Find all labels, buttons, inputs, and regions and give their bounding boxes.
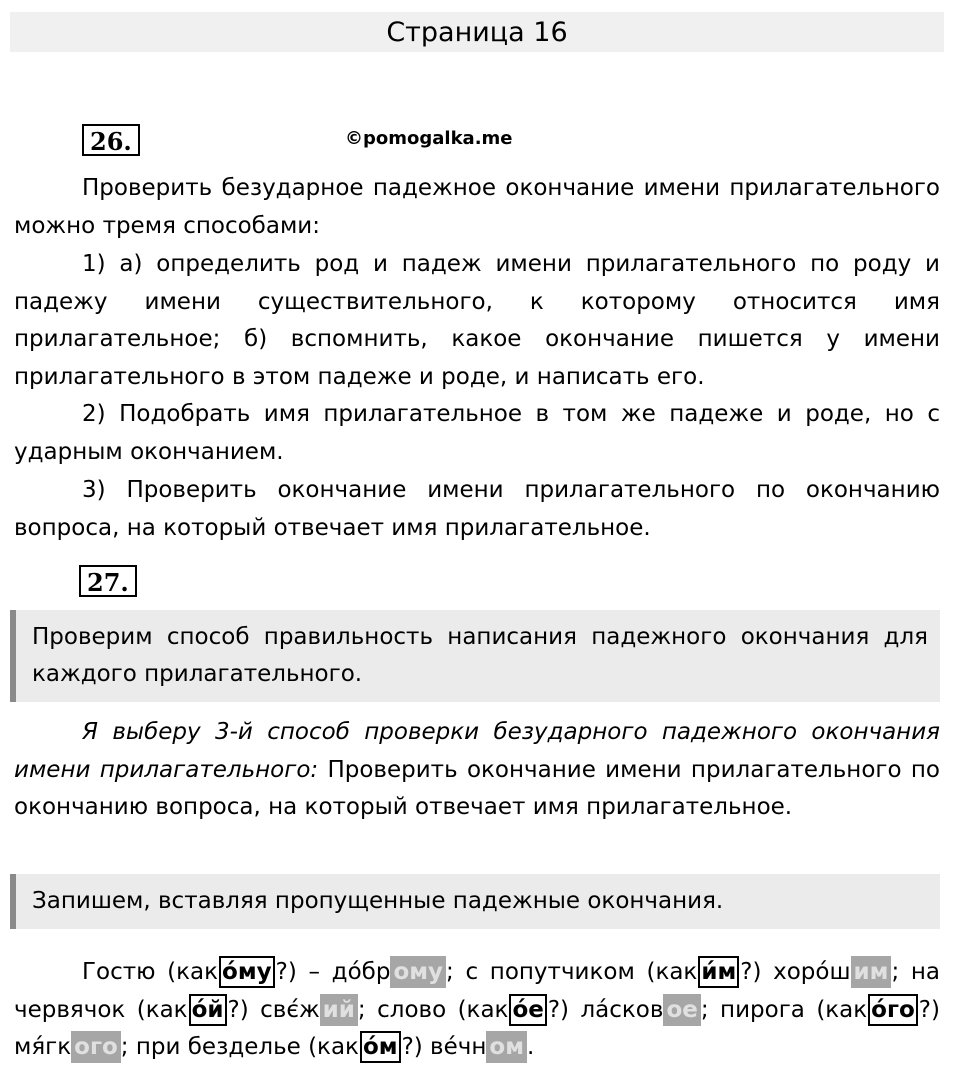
task-number-26: 26. — [82, 124, 140, 156]
page-header — [10, 12, 944, 52]
answer-text: ; на червячок (как — [14, 959, 940, 1023]
question-ending-box: о́м — [360, 1031, 401, 1063]
answer-text: . — [527, 1034, 535, 1061]
answer-text: ; с попутчиком (как — [446, 959, 698, 985]
answer-text: Гостю (как — [82, 959, 219, 985]
question-ending-box: о́й — [189, 994, 227, 1026]
question-ending-box: и́м — [698, 956, 739, 988]
watermark: ©pomogalka.me — [345, 128, 513, 149]
answer-text: ?) ла́сков — [547, 996, 664, 1023]
task26-method-2: 2) Подобрать имя прилагательное в том же падеже и роде, но с ударным окончанием. — [14, 401, 940, 465]
task26-method-3: 3) Проверить окончание имени прилагательного по окончанию вопроса, на который отвечает имя прилагательное. — [14, 477, 940, 541]
task27-choice — [14, 714, 940, 827]
answer-text: ?) – до́бр — [275, 959, 391, 985]
answer-text: ?) хоро́ш — [740, 959, 851, 985]
task26-method-1: 1) а) определить род и падеж имени прилагательного по роду и падежу имени существительного, к которому относится имя прилагательное; б) вспомнить, какое окончание пишется у имени прилагательного в этом падеже и роде, и написать его. — [14, 251, 940, 391]
inserted-ending: им — [851, 956, 892, 988]
answer-text: ?) мя́гк — [14, 996, 940, 1061]
answer-text: ?) свє́ж — [227, 996, 320, 1023]
question-ending-box: о́е — [509, 994, 546, 1026]
answer-text: ; при безделье (как — [120, 1034, 359, 1061]
task27-answer — [14, 954, 940, 1067]
answer-text: ; слово (как — [357, 996, 509, 1023]
question-ending-box: о́му — [219, 956, 275, 988]
note-write-endings: Запишем, вставляя пропущенные падежные окончания. — [10, 874, 940, 929]
page-title: Страница 16 — [386, 16, 568, 48]
inserted-ending: ом — [486, 1031, 527, 1063]
choice-rest: Проверить окончание имени прилагательного по окончанию вопроса, на который отвечает имя прилагательное. — [14, 756, 940, 821]
inserted-ending: ий — [320, 994, 358, 1026]
note-check-method: Проверим способ правильность написания падежного окончания для каждого прилагательного. — [10, 610, 940, 702]
choice-italic: Я выберу 3-й способ проверки безударного падежного окончания имени прилагательного: — [14, 719, 940, 783]
answer-text: ; пирога (как — [700, 996, 868, 1023]
task-number-27: 27. — [79, 565, 137, 597]
inserted-ending: ое — [663, 994, 700, 1026]
inserted-ending: ому — [390, 956, 446, 988]
inserted-ending: ого — [71, 1031, 121, 1063]
answer-text: ?) ве́чн — [401, 1034, 487, 1061]
task26-intro: Проверить безударное падежное окончание имени прилагательного можно тремя способами: — [14, 175, 940, 239]
question-ending-box: о́го — [868, 994, 918, 1026]
